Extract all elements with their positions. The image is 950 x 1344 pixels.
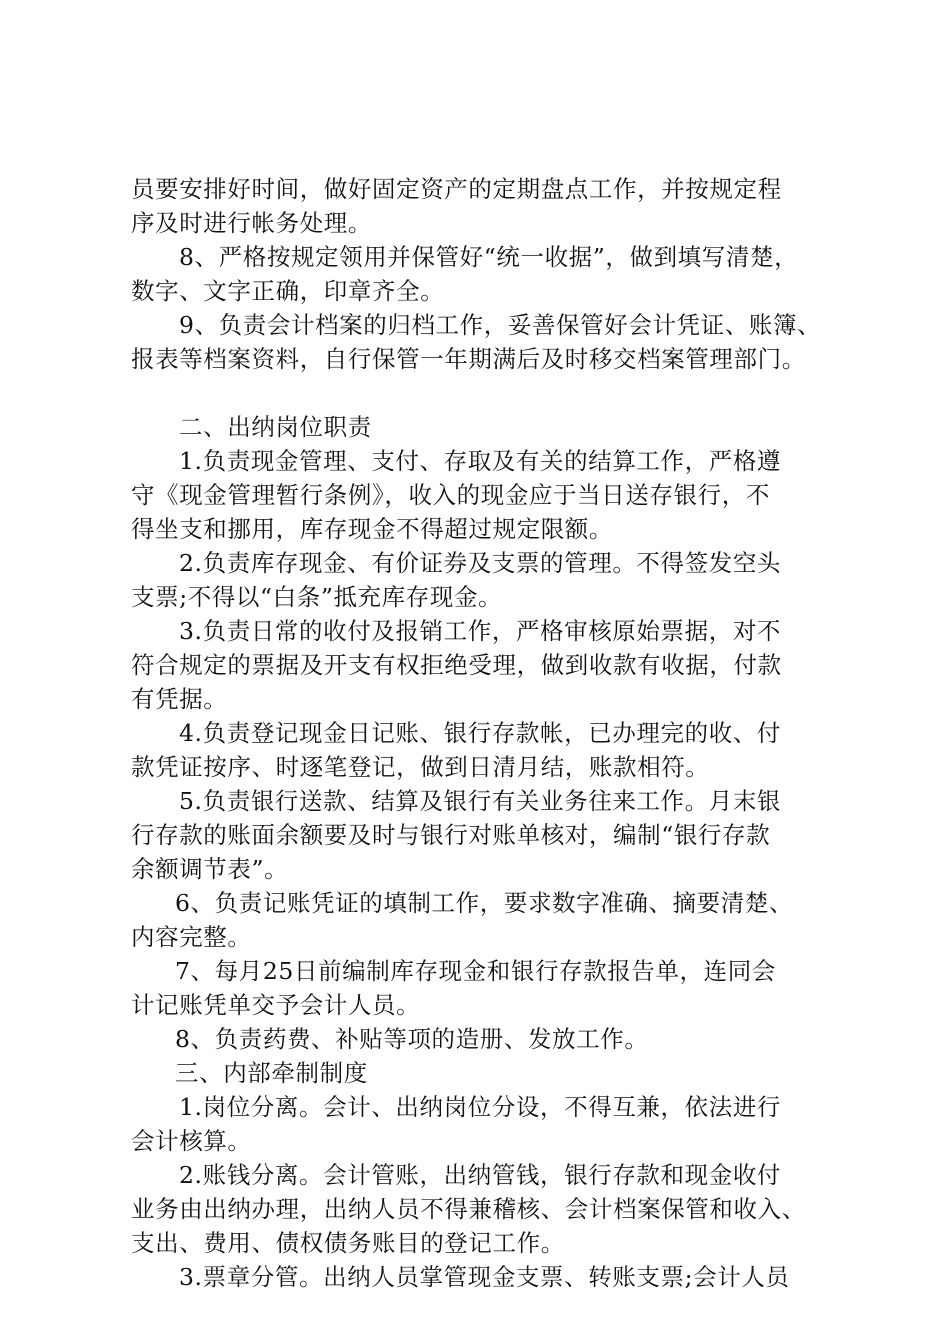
text-line: 余额调节表”。 [131, 855, 289, 883]
text-line: 会计核算。 [131, 1127, 252, 1155]
text-line: 得坐支和挪用，库存现金不得超过规定限额。 [131, 515, 613, 543]
text-line: 符合规定的票据及开支有权拒绝受理，做到收款有收据，付款 [131, 651, 782, 679]
text-line: 有凭据。 [131, 685, 228, 713]
text-line: 支出、费用、债权债务账目的登记工作。 [131, 1229, 565, 1257]
text-line: 序及时进行帐务处理。 [131, 209, 372, 237]
list-item-1: 1.岗位分离。会计、出纳岗位分设，不得互兼，依法进行 [179, 1093, 782, 1121]
text-line: 行存款的账面余额要及时与银行对账单核对，编制“银行存款 [131, 821, 771, 849]
section-heading-internal-control: 三、内部牵制制度 [175, 1059, 368, 1087]
text-line: 员要安排好时间，做好固定资产的定期盘点工作，并按规定程 [131, 175, 782, 203]
text-line: 支票;不得以“白条”抵充库存现金。 [131, 583, 503, 611]
text-line: 报表等档案资料，自行保管一年期满后及时移交档案管理部门。 [131, 345, 806, 373]
list-item-1: 1.负责现金管理、支付、存取及有关的结算工作，严格遵 [179, 447, 782, 475]
text-line: 业务由出纳办理，出纳人员不得兼稽核、会计档案保管和收入、 [131, 1195, 806, 1223]
list-item-4: 4.负责登记现金日记账、银行存款帐，已办理完的收、付 [179, 719, 782, 747]
document-body [131, 172, 831, 1294]
list-item-9: 9、负责会计档案的归档工作，妥善保管好会计凭证、账簿、 [179, 311, 822, 339]
list-item-2: 2.负责库存现金、有价证券及支票的管理。不得签发空头 [179, 549, 782, 577]
list-item-6: 6、负责记账凭证的填制工作，要求数字准确、摘要清楚、 [175, 889, 794, 917]
text-line: 款凭证按序、时逐笔登记，做到日清月结，账款相符。 [131, 753, 710, 781]
text-line: 守《现金管理暂行条例》，收入的现金应于当日送存银行，不 [131, 481, 770, 509]
text-line: 数字、文字正确，印章齐全。 [131, 277, 445, 305]
list-item-5: 5.负责银行送款、结算及银行有关业务往来工作。月末银 [179, 787, 782, 815]
text-line: 内容完整。 [131, 923, 252, 951]
list-item-2: 2.账钱分离。会计管账，出纳管钱，银行存款和现金收付 [179, 1161, 782, 1189]
list-item-3: 3.负责日常的收付及报销工作，严格审核原始票据，对不 [179, 617, 782, 645]
list-item-7: 7、每月25日前编制库存现金和银行存款报告单，连同会 [175, 957, 776, 985]
list-item-8: 8、负责药费、补贴等项的造册、发放工作。 [175, 1025, 649, 1053]
list-item-3: 3.票章分管。出纳人员掌管现金支票、转账支票;会计人员 [179, 1263, 790, 1291]
section-heading-cashier: 二、出纳岗位职责 [179, 413, 372, 441]
list-item-8: 8、严格按规定领用并保管好“统一收据”，做到填写清楚， [179, 243, 799, 271]
text-line: 计记账凭单交予会计人员。 [131, 991, 421, 1019]
paragraph-gap [131, 376, 831, 410]
